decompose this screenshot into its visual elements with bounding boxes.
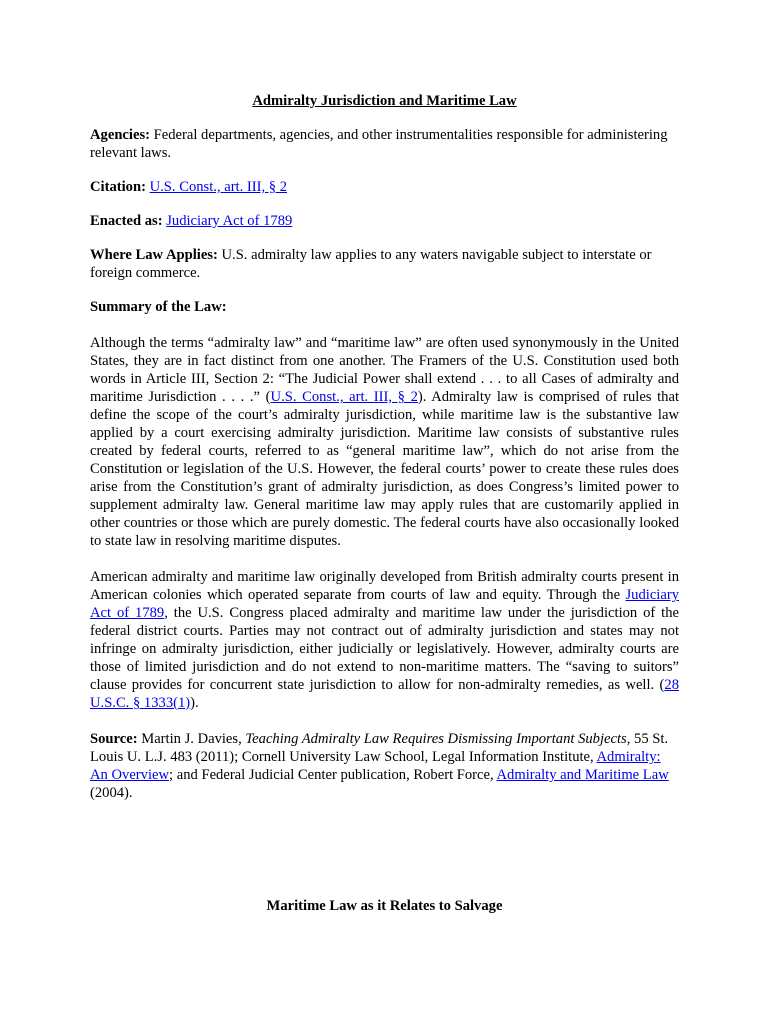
source-italic-title: Teaching Admiralty Law Requires Dismissing Important Subjects [245,731,627,747]
salvage-section-title: Maritime Law as it Relates to Salvage [266,898,503,914]
citation-link[interactable]: U.S. Const., art. III, § 2 [149,179,288,195]
enacted-label: Enacted as: [90,213,163,229]
para1-text-b: ). Admiralty law is comprised of rules that define the scope of the court’s admiralty jurisdiction, while maritime law is the substantive law applied by a court exercising admiralty jurisdiction. Maritime law consists of substantive rules created by federal courts, referred to as “general maritime law”, which do not arise from the Constitution or legislation of the U.S. However, the federal courts’ power to create these rules does arise from the Constitution’s grant of admiralty jurisdiction, as does Congress’s limited power to supplement admiralty law. General maritime law may apply rules that are customarily applied in other countries or those which are purely domestic. The federal courts have also occasionally looked to state law in resolving maritime disputes. [90,389,680,549]
summary-paragraph-1 [90,334,679,550]
summary-paragraph-2 [90,568,679,712]
source-text-a: Martin J. Davies, [141,731,246,747]
para2-judiciary-act-link[interactable]: Judiciary Act of 1789 [90,587,679,621]
para2-text-b: , the U.S. Congress placed admiralty and maritime law under the jurisdiction of the federal district courts. Parties may not contract out of admiralty jurisdiction and states may not infringe on admiralty jurisdiction, either judicially or legislatively. However, admiralty courts are those of limited jurisdiction and do not extend to non-maritime matters. The “saving to suitors” clause provides for concurrent state jurisdiction to allow for non-admiralty remedies, as well. ( [90,605,679,693]
para1-citation-link[interactable]: U.S. Const., art. III, § 2 [270,389,418,405]
enacted-link[interactable]: Judiciary Act of 1789 [166,213,293,229]
agencies-label: Agencies: [90,127,150,143]
agencies-field [90,126,679,162]
citation-field [90,178,679,196]
source-text-b: , 55 St. Louis U. L.J. 483 (2011); Cornell University Law School, Legal Information Institute, [90,731,669,765]
where-applies-label: Where Law Applies: [90,247,218,263]
para1-text-a: Although the terms “admiralty law” and “maritime law” are often used synonymously in the United States, they are in fact distinct from one another. The Framers of the U.S. Constitution used both words in Article III, Section 2: “The Judicial Power shall extend . . . to all Cases of admiralty and maritime Jurisdiction . . . .” ( [90,335,679,405]
agencies-text: Federal departments, agencies, and other instrumentalities responsible for administering relevant laws. [90,127,668,161]
source-text-c: ; and Federal Judicial Center publication, Robert Force, [169,767,497,783]
source-admiralty-maritime-law-link[interactable]: Admiralty and Maritime Law [496,767,669,783]
para2-usc-link[interactable]: 28 U.S.C. § 1333(1) [90,677,679,711]
summary-heading: Summary of the Law: [90,299,227,315]
document-body [90,92,679,820]
para2-text-c: ). [190,695,199,711]
source-text-d: (2004). [90,785,133,801]
source-field [90,730,679,802]
para2-text-a: American admiralty and maritime law originally developed from British admiralty courts present in American colonies which operated separate from courts of law and equity. Through the [90,569,679,603]
enacted-field [90,212,679,230]
source-admiralty-overview-link[interactable]: Admiralty: An Overview [90,749,661,783]
where-applies-field [90,246,679,282]
document-title: Admiralty Jurisdiction and Maritime Law [252,93,517,109]
citation-label: Citation: [90,179,146,195]
source-label: Source: [90,731,138,747]
where-applies-text: U.S. admiralty law applies to any waters navigable subject to interstate or foreign commerce. [90,247,652,281]
